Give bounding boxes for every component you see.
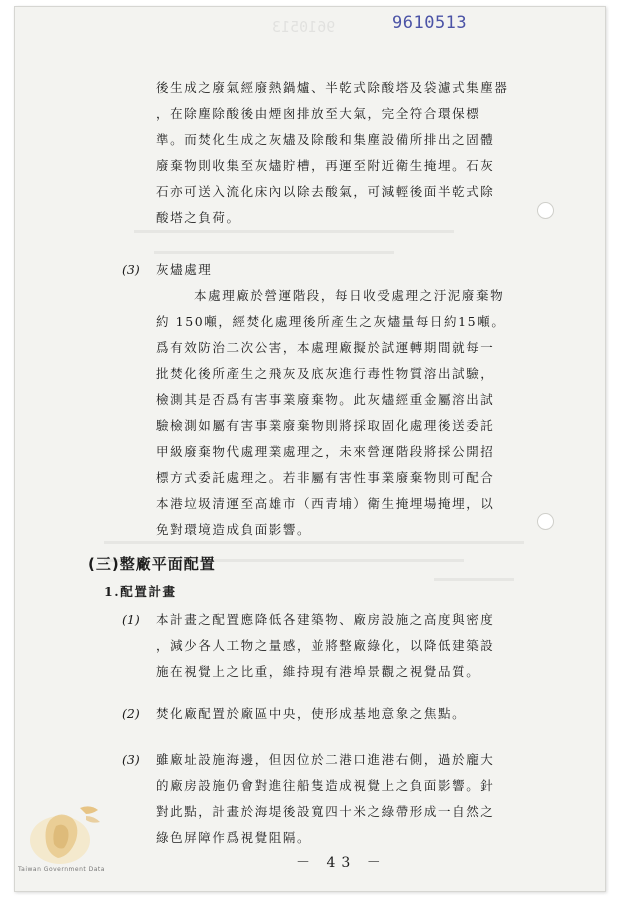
- paragraph-line: 本港垃圾清運至高雄市（西青埔）衛生掩埋場掩埋，以: [156, 496, 495, 511]
- paragraph-line: 本處理廠於營運階段，每日收受處理之汙泥廢棄物: [194, 288, 505, 303]
- paragraph-line: 甲級廢棄物代處理業處理之，未來營運階段將採公開招: [156, 444, 495, 459]
- paragraph-line: 批焚化後所產生之飛灰及底灰進行毒性物質溶出試驗，: [156, 366, 495, 381]
- paragraph-line: 廢棄物則收集至灰燼貯槽，再運至附近衛生掩埋。石灰: [156, 158, 495, 173]
- paragraph-line: 焚化廠配置於廠區中央，使形成基地意象之焦點。: [156, 706, 467, 721]
- paragraph-line: 對此點，計畫於海堤後設寬四十米之綠帶形成一自然之: [156, 804, 495, 819]
- paragraph-line: 綠色屏障作爲視覺阻隔。: [156, 830, 312, 845]
- paragraph-line: 施在視覺上之比重，維持現有港埠景觀之視覺品質。: [156, 664, 481, 679]
- bleed-through-stamp: 9610513: [272, 18, 336, 36]
- item-number: (3): [122, 262, 140, 277]
- paragraph-line: 本計畫之配置應降低各建築物、廠房設施之高度與密度: [156, 612, 495, 627]
- paragraph-line: ，在除塵除酸後由煙囪排放至大氣，完全符合環保標: [156, 106, 481, 121]
- paragraph-line: 爲有效防治二次公害，本處理廠擬於試運轉期間就每一: [156, 340, 495, 355]
- paragraph-line: ，減少各人工物之量感，並將整廠綠化，以降低建築設: [156, 638, 495, 653]
- punch-hole-bottom: [537, 513, 554, 530]
- paragraph-line: 雖廠址設施海邊，但因位於二港口進港右側，過於龐大: [156, 752, 495, 767]
- section-title: 灰燼處理: [156, 262, 213, 277]
- watermark-caption: Taiwan Government Data: [18, 866, 105, 873]
- page-number: － 43 －: [296, 855, 387, 871]
- paragraph-line: 的廠房設施仍會對進往船隻造成視覺上之負面影響。針: [156, 778, 495, 793]
- sub-heading: 1.配置計畫: [104, 584, 177, 599]
- document-stamp: 9610513: [392, 13, 468, 33]
- paragraph-line: 標方式委託處理之。若非屬有害性事業廢棄物則可配合: [156, 470, 495, 485]
- punch-hole-top: [537, 202, 554, 219]
- paragraph-line: 準。而焚化生成之灰燼及除酸和集塵設備所排出之固體: [156, 132, 495, 147]
- paragraph-line: 約 150噸，經焚化處理後所產生之灰燼量每日約15噸。: [156, 314, 506, 329]
- item-number: (1): [122, 612, 140, 627]
- item-number: (3): [122, 752, 140, 767]
- paragraph-line: 石亦可送入流化床內以除去酸氣，可減輕後面半乾式除: [156, 184, 495, 199]
- paragraph-line: 驗檢測如屬有害事業廢棄物則將採取固化處理後送委託: [156, 418, 495, 433]
- paragraph-line: 免對環境造成負面影響。: [156, 522, 312, 537]
- paragraph-line: 後生成之廢氣經廢熱鍋爐、半乾式除酸塔及袋濾式集塵器: [156, 80, 509, 95]
- watermark-logo: [20, 800, 114, 870]
- section-heading: (三)整廠平面配置: [88, 555, 216, 573]
- paragraph-line: 檢測其是否爲有害事業廢棄物。此灰燼經重金屬溶出試: [156, 392, 495, 407]
- paragraph-line: 酸塔之負荷。: [156, 210, 241, 225]
- item-number: (2): [122, 706, 140, 721]
